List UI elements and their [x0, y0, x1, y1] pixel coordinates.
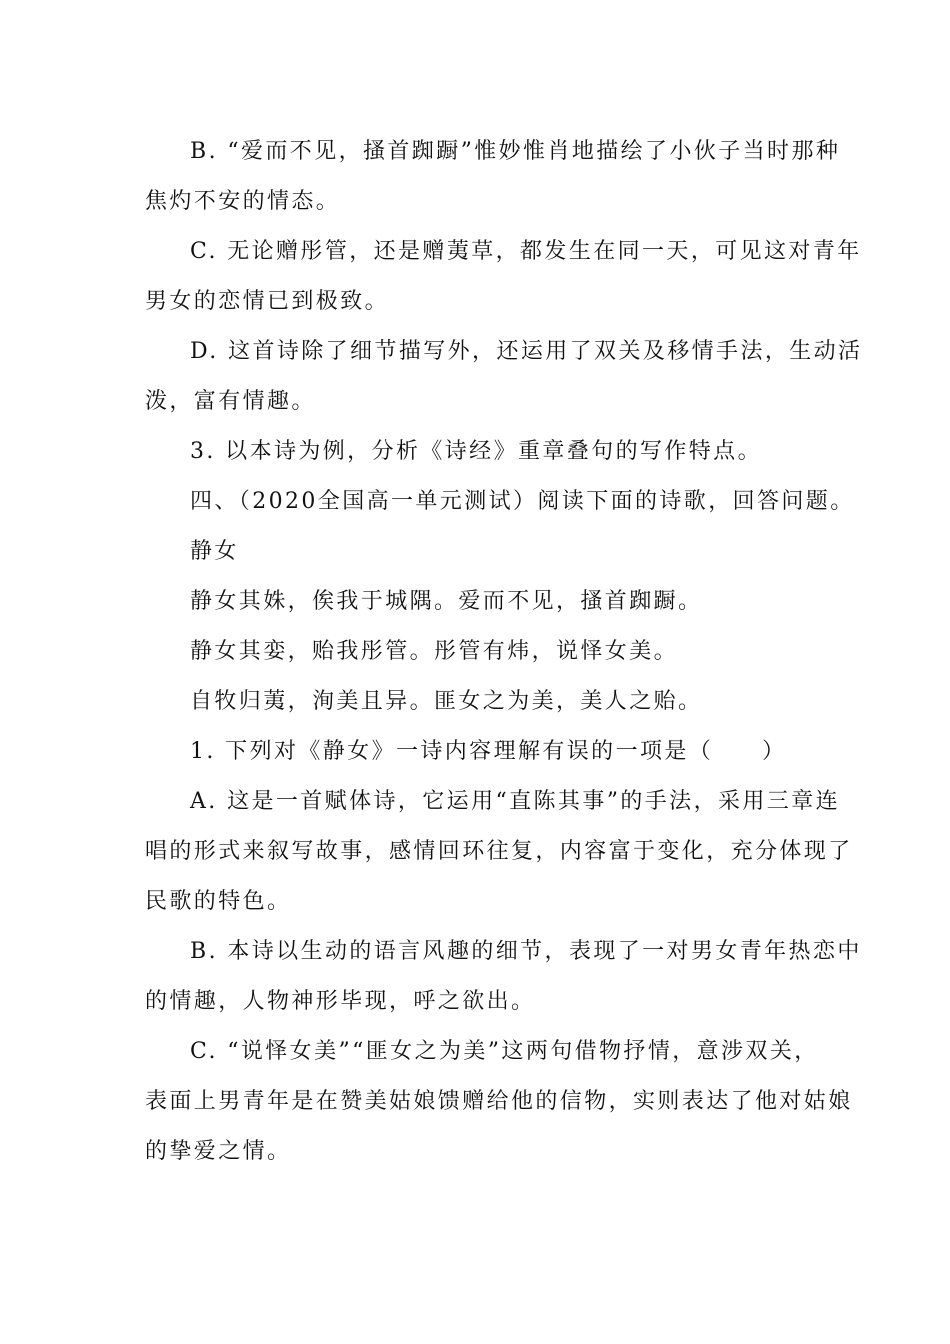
q1-option-b-line-2: 的情趣，人物神形毕现，呼之欲出。: [145, 989, 536, 1014]
poem-stanza-2: 静女其娈，贻我彤管。彤管有炜，说怿女美。: [190, 639, 679, 664]
section-four-heading: 四、（2020全国高一单元测试）阅读下面的诗歌，回答问题。: [190, 489, 855, 514]
q1-option-b-line-1: B. 本诗以生动的语言风趣的细节，表现了一对男女青年热恋中: [190, 939, 862, 964]
q1-option-c-line-1: C. “说怿女美”“匪女之为美”这两句借物抒情，意涉双关，: [190, 1039, 819, 1064]
option-b-line-2: 焦灼不安的情态。: [145, 189, 341, 214]
option-d-line-1: D. 这首诗除了细节描写外，还运用了双关及移情手法，生动活: [190, 339, 863, 364]
q1-option-a-line-3: 民歌的特色。: [145, 889, 292, 914]
question-3: 3. 以本诗为例，分析《诗经》重章叠句的写作特点。: [190, 439, 762, 464]
poem-stanza-1: 静女其姝，俟我于城隅。爱而不见，搔首踟蹰。: [190, 589, 703, 614]
q1-option-a-line-2: 唱的形式来叙写故事，感情回环往复，内容富于变化，充分体现了: [145, 839, 853, 864]
option-c-line-2: 男女的恋情已到极致。: [145, 289, 390, 314]
q1-option-c-line-2: 表面上男青年是在赞美姑娘馈赠给他的信物，实则表达了他对姑娘: [145, 1089, 853, 1114]
q1-option-c-line-3: 的挚爱之情。: [145, 1139, 292, 1164]
question-1: 1. 下列对《静女》一诗内容理解有误的一项是（ ）: [190, 739, 787, 764]
option-c-line-1: C. 无论赠彤管，还是赠荑草，都发生在同一天，可见这对青年: [190, 239, 862, 264]
option-b-line-1: B. “爱而不见，搔首踟蹰”惟妙惟肖地描绘了小伙子当时那种: [190, 139, 841, 164]
option-d-line-2: 泼，富有情趣。: [145, 389, 316, 414]
q1-option-a-line-1: A. 这是一首赋体诗，它运用“直陈其事”的手法，采用三章连: [190, 789, 840, 814]
poem-title: 静女: [190, 539, 239, 564]
poem-stanza-3: 自牧归荑，洵美且异。匪女之为美，美人之贻。: [190, 689, 703, 714]
